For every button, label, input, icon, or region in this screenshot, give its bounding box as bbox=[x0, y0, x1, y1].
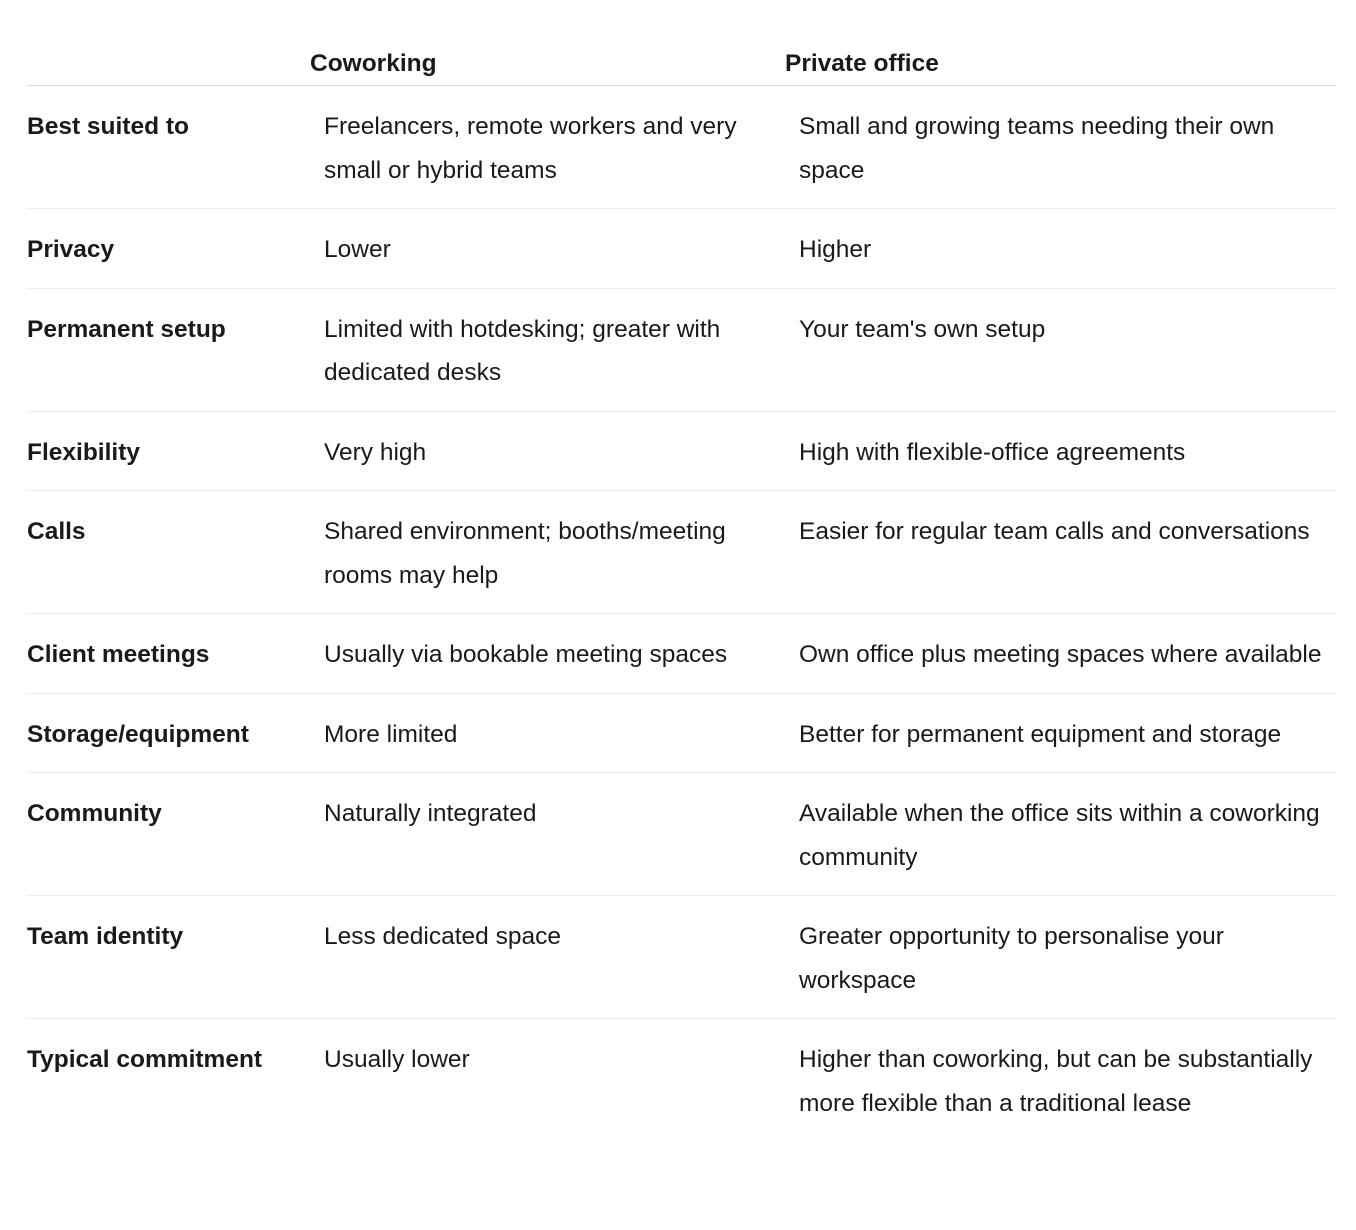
coworking-cell: Very high bbox=[310, 411, 785, 491]
row-label: Team identity bbox=[27, 896, 310, 1019]
header-private-office: Private office bbox=[785, 0, 1336, 86]
row-label: Flexibility bbox=[27, 411, 310, 491]
header-empty bbox=[27, 0, 310, 86]
private-office-cell: Higher bbox=[785, 209, 1336, 289]
private-office-cell: Better for permanent equipment and storage bbox=[785, 693, 1336, 773]
table-header-row bbox=[27, 0, 1336, 86]
row-label: Privacy bbox=[27, 209, 310, 289]
private-office-cell: Small and growing teams needing their own space bbox=[785, 86, 1336, 209]
table-row bbox=[27, 288, 1336, 411]
private-office-cell: Easier for regular team calls and conversations bbox=[785, 491, 1336, 614]
row-label: Calls bbox=[27, 491, 310, 614]
row-label: Client meetings bbox=[27, 614, 310, 694]
comparison-table bbox=[27, 0, 1336, 1141]
private-office-cell: Greater opportunity to personalise your workspace bbox=[785, 896, 1336, 1019]
row-label: Community bbox=[27, 773, 310, 896]
table-row bbox=[27, 411, 1336, 491]
row-label: Best suited to bbox=[27, 86, 310, 209]
private-office-cell: Your team's own setup bbox=[785, 288, 1336, 411]
coworking-cell: Usually lower bbox=[324, 1046, 470, 1073]
table-row bbox=[27, 693, 1336, 773]
coworking-cell: Less dedicated space bbox=[310, 896, 785, 1019]
coworking-cell: Usually via bookable meeting spaces bbox=[310, 614, 785, 694]
coworking-cell: Shared environment; booths/meeting rooms may help bbox=[310, 491, 785, 614]
table-row bbox=[27, 896, 1336, 1019]
table-row bbox=[27, 614, 1336, 694]
private-office-cell: Higher than coworking, but can be substantially more flexible than a traditional lease bbox=[799, 1046, 1313, 1117]
private-office-cell: Available when the office sits within a coworking community bbox=[785, 773, 1336, 896]
coworking-cell: Freelancers, remote workers and very small or hybrid teams bbox=[310, 86, 785, 209]
row-label: Storage/equipment bbox=[27, 693, 310, 773]
table-row bbox=[27, 491, 1336, 614]
table-row bbox=[27, 209, 1336, 289]
row-label: Typical commitment bbox=[27, 1046, 263, 1073]
header-coworking: Coworking bbox=[310, 0, 785, 86]
table-row bbox=[27, 1019, 1336, 1142]
coworking-cell: Naturally integrated bbox=[310, 773, 785, 896]
table-row bbox=[27, 86, 1336, 209]
table-row bbox=[27, 773, 1336, 896]
private-office-cell: Own office plus meeting spaces where available bbox=[785, 614, 1336, 694]
row-label: Permanent setup bbox=[27, 288, 310, 411]
coworking-cell: Limited with hotdesking; greater with dedicated desks bbox=[310, 288, 785, 411]
coworking-cell: More limited bbox=[310, 693, 785, 773]
coworking-cell: Lower bbox=[310, 209, 785, 289]
private-office-cell: High with flexible-office agreements bbox=[785, 411, 1336, 491]
